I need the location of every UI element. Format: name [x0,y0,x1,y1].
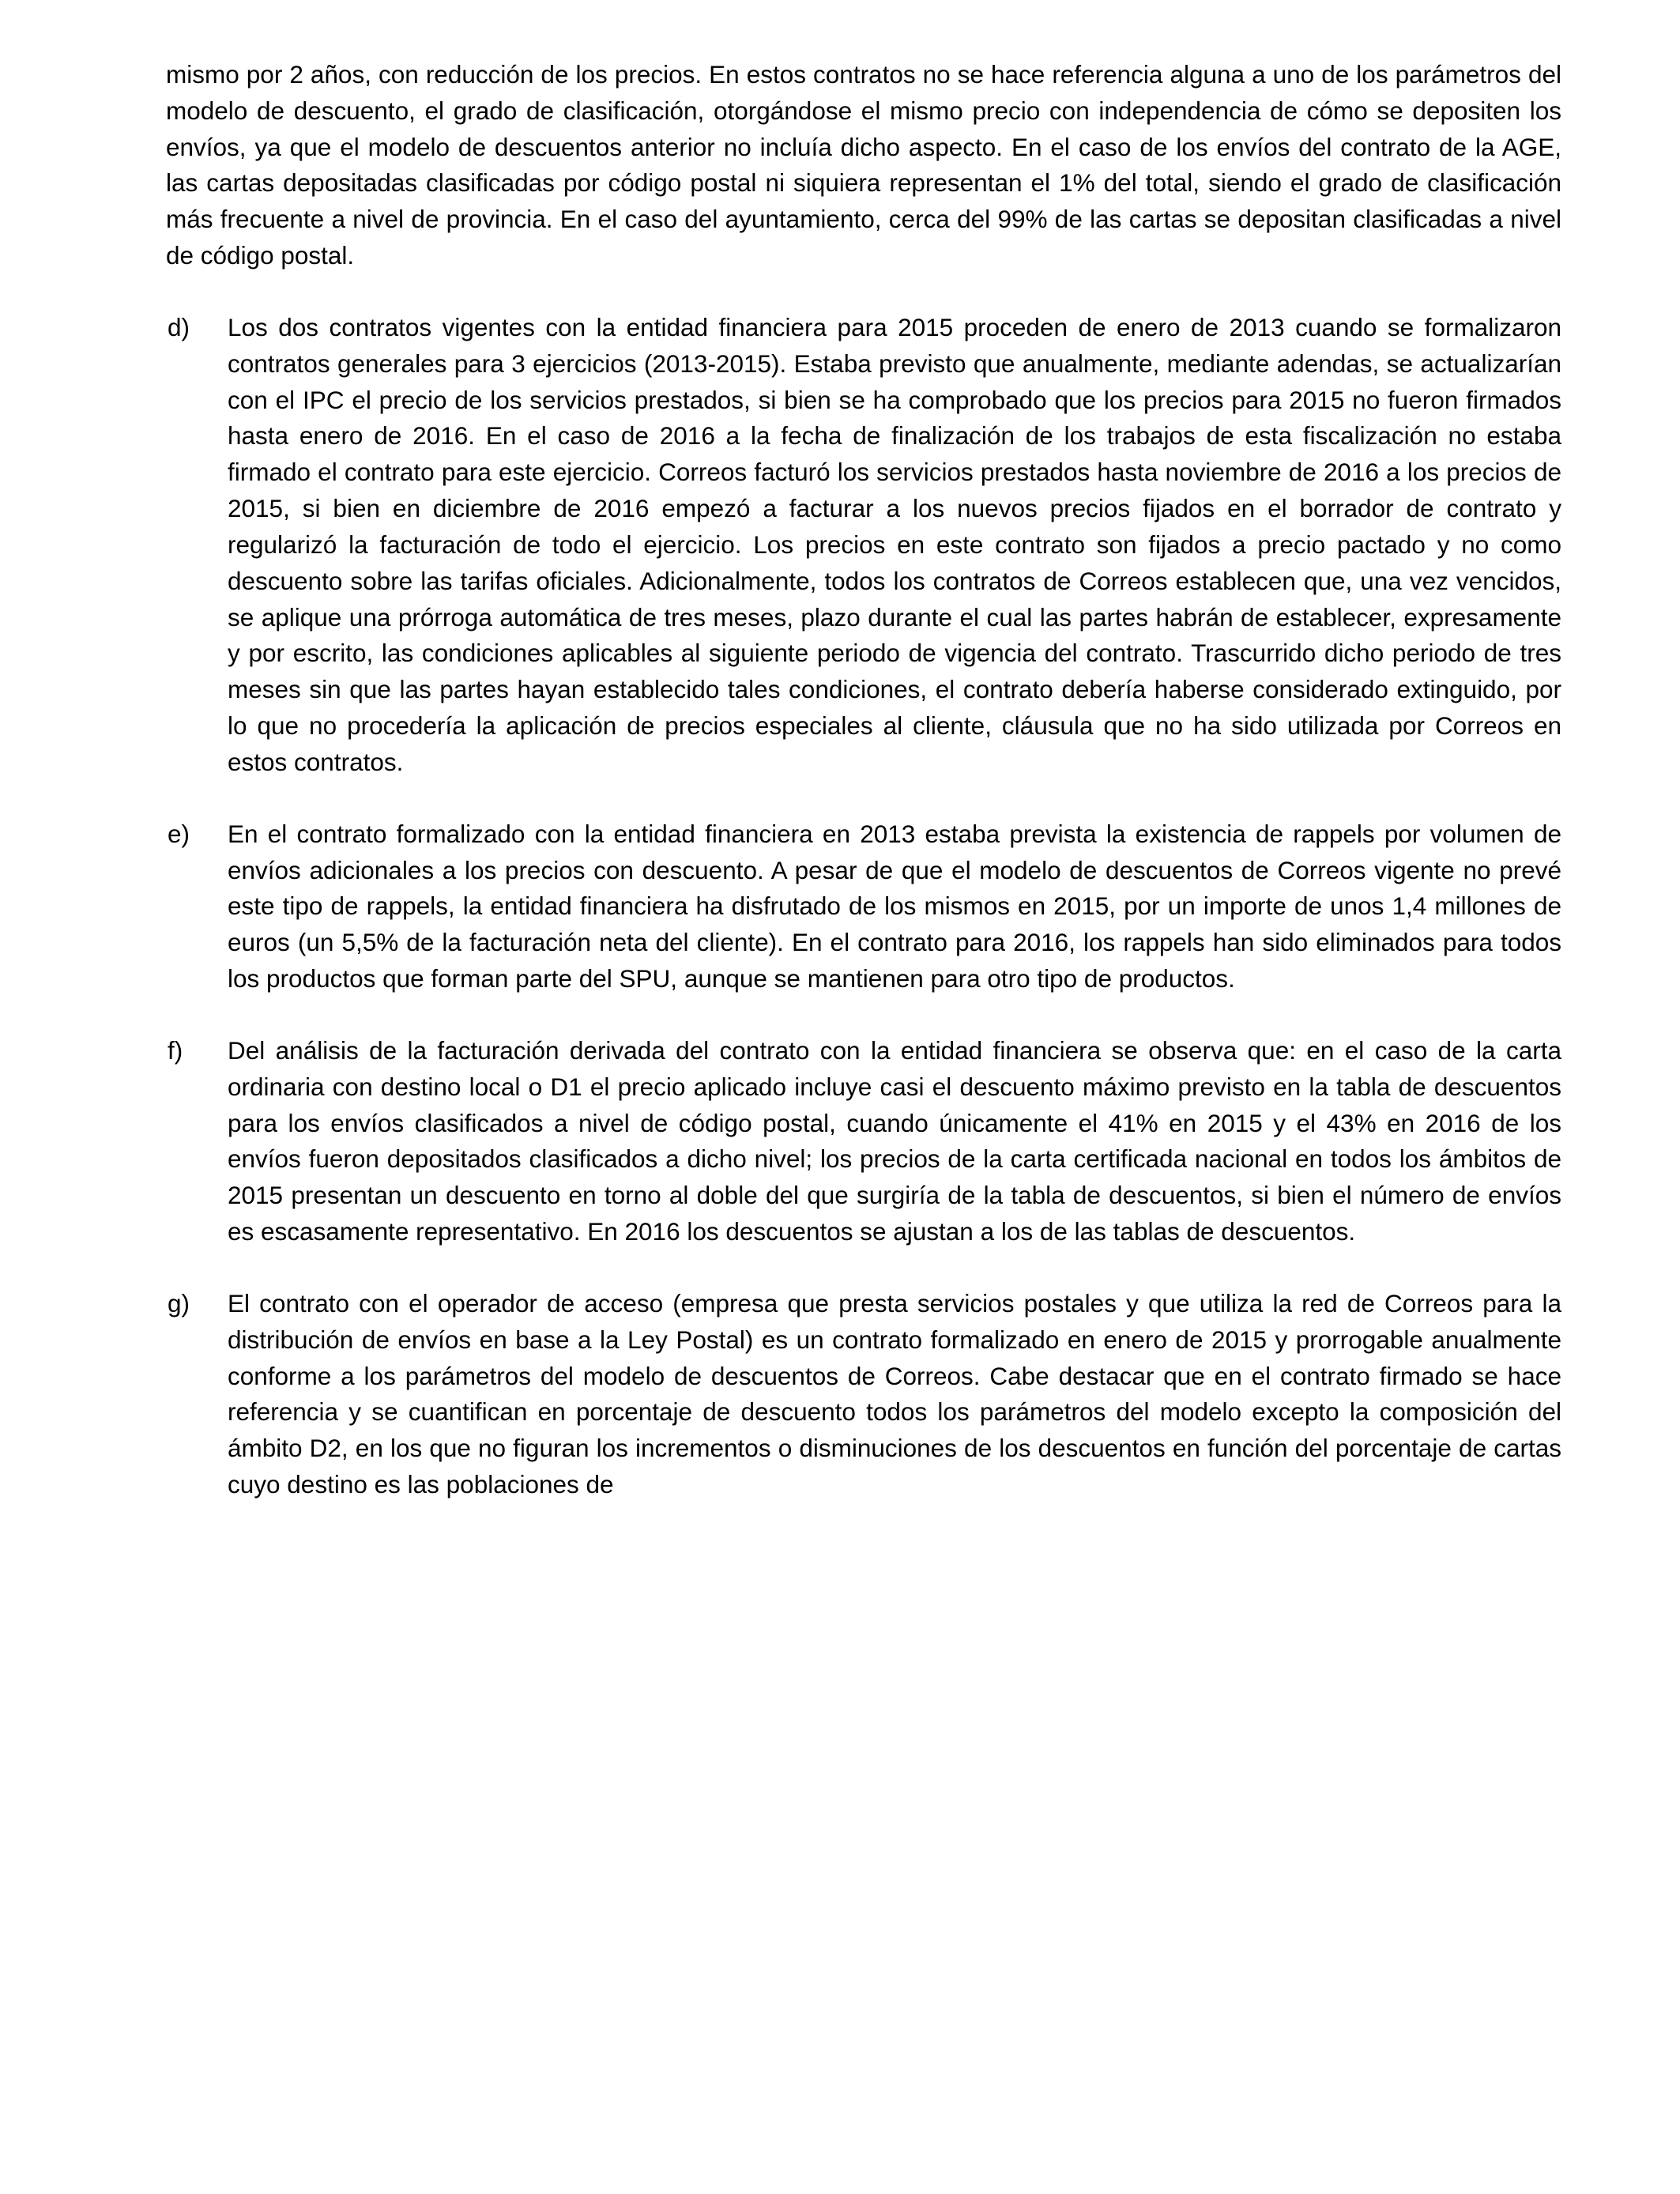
list-item-e [166,816,1561,997]
list-item-d [166,310,1561,781]
list-text-f: Del análisis de la facturación derivada del contrato con la entidad financiera se observa que: en el caso de la carta ordinaria con destino local o D1 el precio aplicado incluye casi el descuento máximo previsto en la tabla de descuentos para los envíos clasificados a nivel de código postal, cuando únicamente el 41% en 2015 y el 43% en 2016 de los envíos fueron depositados clasificados a dicho nivel; los precios de la carta certificada nacional en todos los ámbitos de 2015 presentan un descuento en torno al doble del que surgiría de la tabla de descuentos, si bien el número de envíos es escasamente representativo. En 2016 los descuentos se ajustan a los de las tablas de descuentos. [228,1035,1561,1246]
list-text-d: Los dos contratos vigentes con la entidad financiera para 2015 proceden de enero de 2013 cuando se formalizaron contratos generales para 3 ejercicios (2013-2015). Estaba previsto que anualmente, mediante adendas, se actualizarían con el IPC el precio de los servicios prestados, si bien se ha comprobado que los precios para 2015 no fueron firmados hasta enero de 2016. En el caso de 2016 a la fecha de finalización de los trabajos de esta fiscalización no estaba firmado el contrato para este ejercicio. Correos facturó los servicios prestados hasta noviembre de 2016 a los precios de 2015, si bien en diciembre de 2016 empezó a facturar a los nuevos precios fijados en el borrador de contrato y regularizó la facturación de todo el ejercicio. Los precios en este contrato son fijados a precio pactado y no como descuento sobre las tarifas oficiales. Adicionalmente, todos los contratos de Correos establecen que, una vez vencidos, se aplique una prórroga automática de tres meses, plazo durante el cual las partes habrán de establecer, expresamente y por escrito, las condiciones aplicables al siguiente periodo de vigencia del contrato. Trascurrido dicho periodo de tres meses sin que las partes hayan establecido tales condiciones, el contrato debería haberse considerado extinguido, por lo que no procedería la aplicación de precios especiales al cliente, cláusula que no ha sido utilizada por Correos en estos contratos. [228,312,1561,776]
list-item-f [166,1033,1561,1250]
list-marker-g: g) [168,1288,190,1318]
paragraph-continuation: mismo por 2 años, con reducción de los precios. En estos contratos no se hace referencia alguna a uno de los parámetros del modelo de descuento, el grado de clasificación, otorgándose el mismo precio con independencia de cómo se depositen los envíos, ya que el modelo de descuentos anterior no incluía dicho aspecto. En el caso de los envíos del contrato de la AGE, las cartas depositadas clasificadas por código postal ni siquiera representan el 1% del total, siendo el grado de clasificación más frecuente a nivel de provincia. En el caso del ayuntamiento, cerca del 99% de las cartas se depositan clasificadas a nivel de código postal. [166,60,1561,270]
list-text-g: El contrato con el operador de acceso (empresa que presta servicios postales y que utiliza la red de Correos para la distribución de envíos en base a la Ley Postal) es un contrato formalizado en enero de 2015 y prorrogable anualmente conforme a los parámetros del modelo de descuentos de Correos. Cabe destacar que en el contrato firmado se hace referencia y se cuantifican en porcentaje de descuento todos los parámetros del modelo excepto la composición del ámbito D2, en los que no figuran los incrementos o disminuciones de los descuentos en función del porcentaje de cartas cuyo destino es las poblaciones de [228,1288,1561,1498]
list-marker-e: e) [168,819,190,848]
list-text-e: En el contrato formalizado con la entidad financiera en 2013 estaba prevista la existencia de rappels por volumen de envíos adicionales a los precios con descuento. A pesar de que el modelo de descuentos de Correos vigente no prevé este tipo de rappels, la entidad financiera ha disfrutado de los mismos en 2015, por un importe de unos 1,4 millones de euros (un 5,5% de la facturación neta del cliente). En el contrato para 2016, los rappels han sido eliminados para todos los productos que forman parte del SPU, aunque se mantienen para otro tipo de productos. [228,819,1561,993]
list-item-g [166,1286,1561,1503]
list-marker-f: f) [168,1035,183,1065]
list-marker-d: d) [168,312,190,341]
